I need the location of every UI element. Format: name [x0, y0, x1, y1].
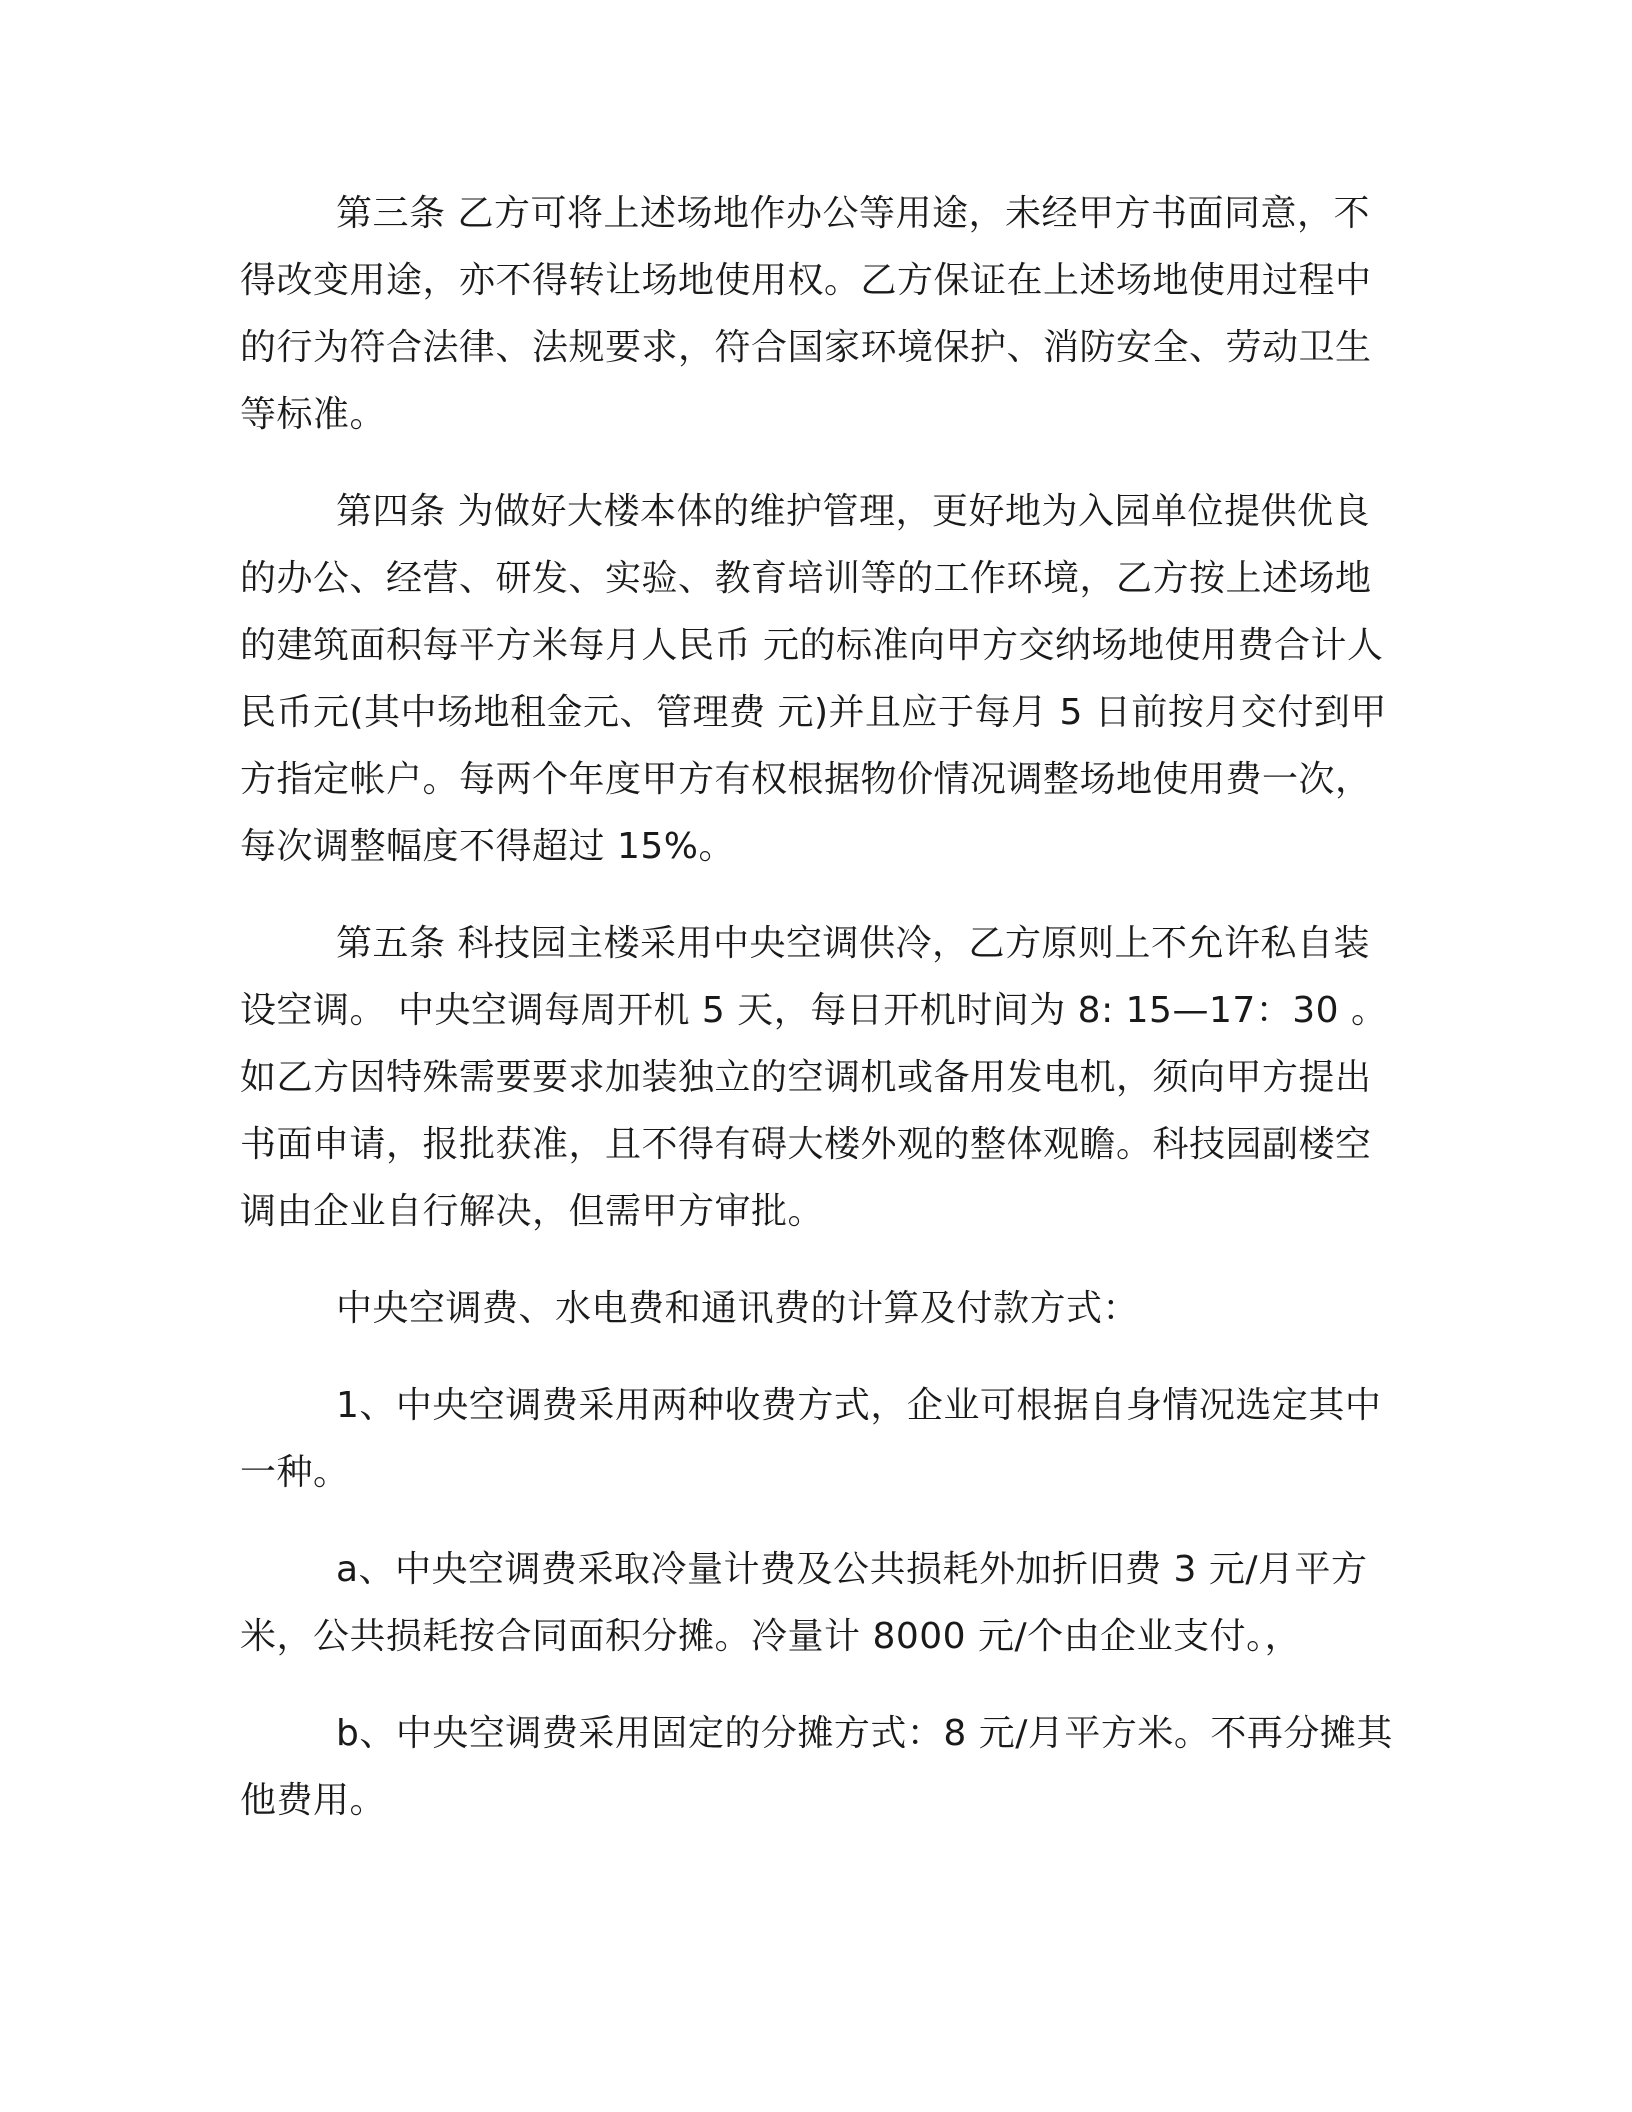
paragraph-article-5: 第五条 科技园主楼采用中央空调供冷，乙方原则上不允许私自装设空调。 中央空调每周开机 5 天，每日开机时间为 8: 15—17：30 。如乙方因特殊需要要求加装独立的空调机或备用发电机，须向甲方提出书面申请，报批获准，且不得有碍大楼外观的整体观瞻。科技园副楼空调由企业自行解决，但需甲方审批。: [240, 923, 1388, 1232]
paragraph-item-1: 1、中央空调费采用两种收费方式，企业可根据自身情况选定其中一种。: [240, 1385, 1382, 1493]
paragraph-fee-heading: 中央空调费、水电费和通讯费的计算及付款方式：: [336, 1288, 1140, 1329]
paragraph-item-a: a、中央空调费采取冷量计费及公共损耗外加折旧费 3 元/月平方米，公共损耗按合同面积分摊。冷量计 8000 元/个由企业支付。，: [240, 1549, 1368, 1657]
paragraph-article-4: 第四条 为做好大楼本体的维护管理，更好地为入园单位提供优良的办公、经营、研发、实验、教育培训等的工作环境，乙方按上述场地的建筑面积每平方米每月人民币 元的标准向甲方交纳场地使用费合计人民币元(其中场地租金元、管理费 元)并且应于每月 5 日前按月交付到甲方指定帐户。每两个年度甲方有权根据物价情况调整场地使用费一次，每次调整幅度不得超过 15%。: [240, 491, 1387, 867]
paragraph-item-b: b、中央空调费采用固定的分摊方式：8 元/月平方米。不再分摊其他费用。: [240, 1713, 1393, 1821]
paragraph-article-3: 第三条 乙方可将上述场地作办公等用途，未经甲方书面同意，不得改变用途，亦不得转让场地使用权。乙方保证在上述场地使用过程中的行为符合法律、法规要求，符合国家环境保护、消防安全、劳动卫生等标准。: [240, 193, 1372, 435]
document-body: [240, 180, 1400, 1864]
